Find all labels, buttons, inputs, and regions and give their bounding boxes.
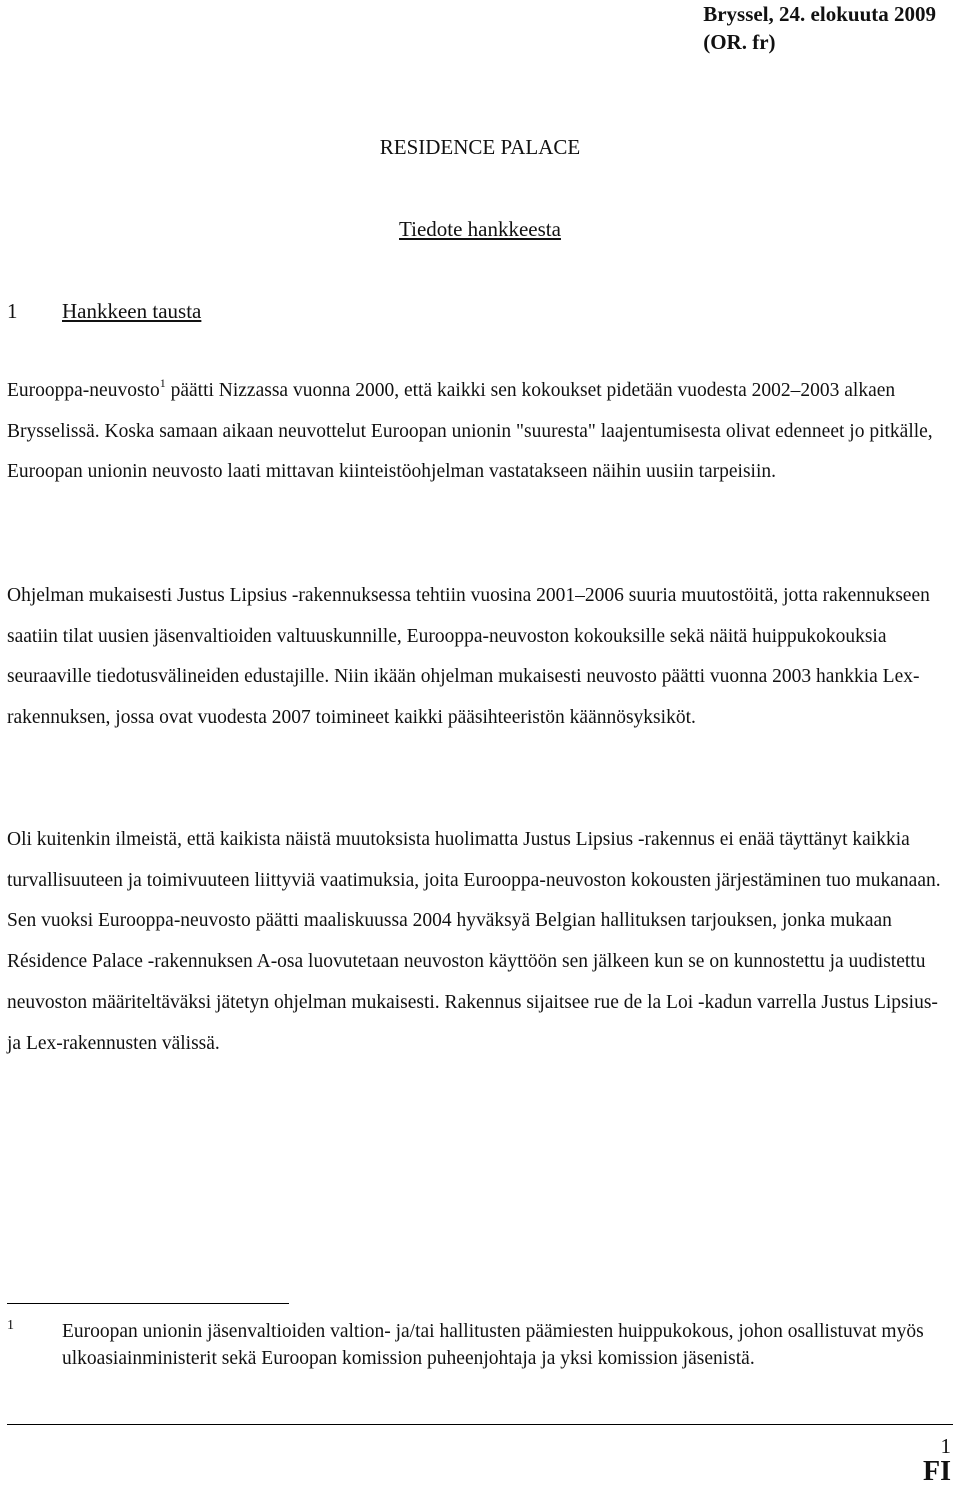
footnote-text: Euroopan unionin jäsenvaltioiden valtion- ja/tai hallitusten päämiesten huippukokous, johon osallistuvat myös ulkoasiainministerit sekä Euroopan komission puheenjohtaja ja yksi komission jäsenistä. — [62, 1321, 924, 1369]
footnote — [7, 1318, 952, 1372]
section-heading — [7, 299, 201, 324]
footnote-separator — [7, 1303, 289, 1304]
paragraph-3: Oli kuitenkin ilmeistä, että kaikista näistä muutoksista huolimatta Justus Lipsius -rakennus ei enää täyttänyt kaikkia turvallisuuteen ja toimivuuteen liittyviä vaatimuksia, joita Eurooppa-neuvoston kokousten järjestäminen tuo mukanaan. Sen vuoksi Eurooppa-neuvosto päätti maaliskuussa 2004 hyväksyä Belgian hallituksen tarjouksen, jonka mukaan Résidence Palace -rakennuksen A-osa luovutetaan neuvoston käyttöön sen jälkeen kun se on kunnostettu ja uudistettu neuvoston määriteltäväksi jätetyn ohjelman mukaisesti. Rakennus sijaitsee rue de la Loi -kadun varrella Justus Lipsius- ja Lex-rakennusten välissä. — [7, 829, 941, 1054]
paragraph-1 — [7, 371, 952, 493]
paragraph-2: Ohjelman mukaisesti Justus Lipsius -rakennuksessa tehtiin vuosina 2001–2006 suuria muutostöitä, jotta rakennukseen saatiin tilat uusien jäsenvaltioiden valtuuskunnille, Eurooppa-neuvoston kokouksille sekä näitä huippukokouksia seuraaville tiedotusvälineiden edustajille. Niin ikään ohjelman mukaisesti neuvosto päätti vuonna 2003 hankkia Lex-rakennuksen, jossa ovat vuodesta 2007 toimineet kaikki pääsihteeristön käännösyksiköt. — [7, 585, 930, 729]
footnote-reference[interactable]: 1 — [159, 375, 166, 390]
language-code: FI — [923, 1456, 951, 1487]
place-date: Bryssel, 24. elokuuta 2009 — [703, 2, 936, 26]
section-number: 1 — [7, 299, 18, 323]
paragraph-1-start: Eurooppa-neuvosto — [7, 380, 160, 401]
footer-rule — [7, 1424, 953, 1425]
header-block — [703, 0, 936, 56]
original-language: (OR. fr) — [703, 30, 776, 54]
footnote-mark: 1 — [7, 1318, 14, 1333]
section-title: Hankkeen tausta — [62, 299, 202, 323]
page-number: 1 — [940, 1434, 951, 1458]
document-title: RESIDENCE PALACE — [379, 135, 581, 159]
paragraph-1-rest: päätti Nizzassa vuonna 2000, että kaikki sen kokoukset pidetään vuodesta 2002–2003 alkaen Brysselissä. Koska samaan aikaan neuvottelut Euroopan unionin "suuresta" laajentumisesta olivat edenneet jo pitkälle, Euroopan unionin neuvosto laati mittavan kiinteistöohjelman vastatakseen näihin uusiin tarpeisiin. — [7, 380, 933, 483]
document-subtitle: Tiedote hankkeesta — [399, 217, 561, 241]
